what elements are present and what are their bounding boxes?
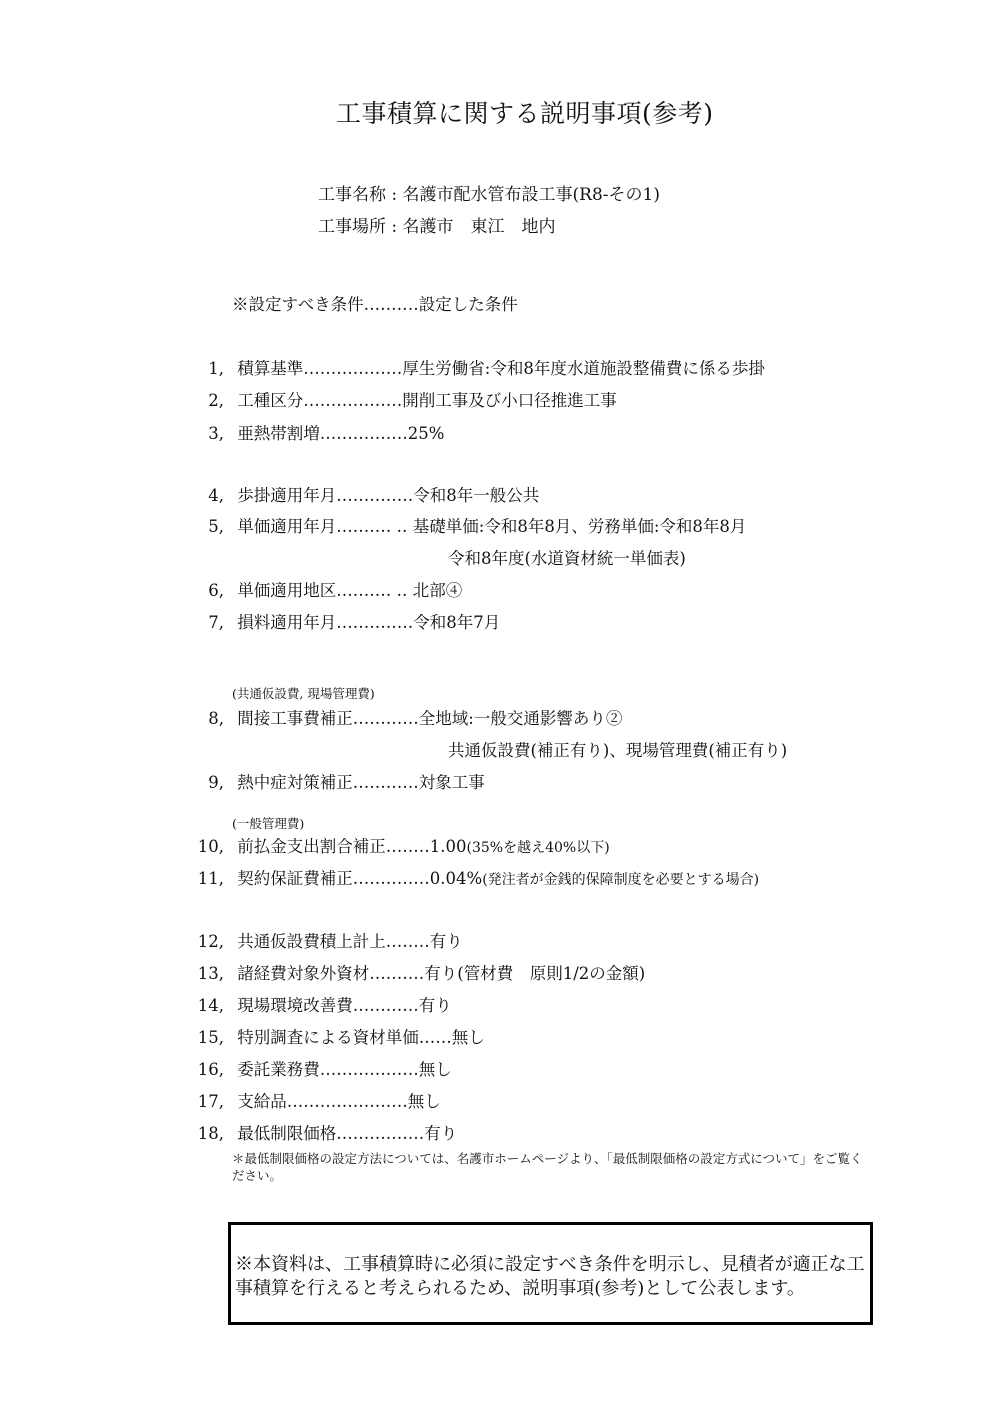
item-row [190, 836, 610, 859]
item-number: 5, [208, 517, 224, 536]
item-text: 支給品‥‥‥‥‥‥‥‥‥‥‥無し [237, 1092, 441, 1111]
item-text: 共通仮設費積上計上‥‥‥‥有り [237, 932, 463, 951]
item-row [198, 708, 622, 730]
page-title: 工事積算に関する説明事項(参考) [336, 99, 714, 128]
project-name-value: 名護市配水管布設工事(R8-その1) [402, 185, 660, 205]
item-text: 単価適用地区‥‥‥‥‥ ‥ 北部④ [237, 581, 463, 600]
item-number: 4, [208, 486, 224, 505]
item-row [190, 1059, 452, 1081]
item-text: 損料適用年月‥‥‥‥‥‥‥令和8年7月 [237, 613, 501, 632]
item-row [190, 1027, 485, 1049]
item-number: 14, [197, 996, 224, 1015]
item-number: 2, [208, 391, 224, 410]
item-number: 13, [197, 964, 224, 983]
item-row [190, 1123, 457, 1145]
item-number: 6, [208, 581, 224, 600]
item-number: 7, [208, 613, 224, 632]
item-text: 前払金支出割合補正‥‥‥‥1.00 [237, 837, 467, 856]
item-row [198, 580, 462, 602]
item-number: 11, [197, 869, 224, 888]
legend-line: ※設定すべき条件‥‥‥‥‥設定した条件 [232, 295, 518, 314]
item-text: 単価適用年月‥‥‥‥‥ ‥ 基礎単価:令和8年8月、労務単価:令和8年8月 [237, 517, 747, 536]
item-row [190, 1091, 441, 1113]
item-number: 3, [208, 424, 224, 443]
item-number: 8, [208, 709, 224, 728]
item-row [198, 516, 746, 538]
item-row [198, 485, 539, 507]
item-number: 18, [197, 1124, 224, 1143]
item-text: 亜熱帯割増‥‥‥‥‥‥‥‥25% [237, 424, 445, 443]
item-row [190, 995, 452, 1017]
project-place-label: 工事場所 : [318, 217, 403, 237]
min-price-note: ＊最低制限価格の設定方法については、名護市ホームページより、「最低制限価格の設定方式について」をご覧ください。 [232, 1151, 863, 1183]
item-number: 17, [197, 1092, 224, 1111]
item-number: 10, [197, 837, 224, 856]
item-row [198, 612, 500, 634]
item-row [198, 423, 444, 445]
project-name [318, 180, 660, 205]
item-text: 諸経費対象外資材‥‥‥‥‥有り(管材費 原則1/2の金額) [237, 964, 646, 983]
item-text: 現場環境改善費‥‥‥‥‥‥有り [237, 996, 452, 1015]
item-row [190, 963, 645, 985]
item-row [198, 390, 617, 412]
item-number: 12, [197, 932, 224, 951]
item-number: 16, [197, 1060, 224, 1079]
group-label-general: (一般管理費) [232, 816, 305, 831]
item-text: 熱中症対策補正‥‥‥‥‥‥対象工事 [237, 773, 485, 792]
item-subnote: (35%を越え40%以下) [466, 840, 610, 856]
item-subnote: (発注者が金銭的保障制度を必要とする場合) [482, 872, 760, 888]
notice-text: ※本資料は、工事積算時に必須に設定すべき条件を明示し、見積者が適正な工事積算を行えると考えられるため、説明事項(参考)として公表します。 [235, 1254, 865, 1299]
project-place [318, 212, 556, 237]
item-text: 間接工事費補正‥‥‥‥‥‥全地域:一般交通影響あり② [237, 709, 623, 728]
item-number: 9, [208, 773, 224, 792]
item-row [190, 868, 759, 891]
item-number: 1, [208, 359, 224, 378]
item-text: 積算基準‥‥‥‥‥‥‥‥‥厚生労働省:令和8年度水道施設整備費に係る歩掛 [237, 359, 765, 378]
item-text: 委託業務費‥‥‥‥‥‥‥‥‥無し [237, 1060, 452, 1079]
item-text: 歩掛適用年月‥‥‥‥‥‥‥令和8年一般公共 [237, 486, 540, 505]
project-place-value: 名護市 東江 地内 [402, 217, 556, 237]
notice-box [228, 1222, 873, 1325]
item-continuation: 共通仮設費(補正有り)、現場管理費(補正有り) [448, 741, 788, 760]
group-label-common: (共通仮設費, 現場管理費) [232, 686, 375, 701]
item-number: 15, [197, 1028, 224, 1047]
project-name-label: 工事名称 : [318, 185, 403, 205]
item-text: 工種区分‥‥‥‥‥‥‥‥‥開削工事及び小口径推進工事 [237, 391, 617, 410]
item-text: 最低制限価格‥‥‥‥‥‥‥‥有り [237, 1124, 458, 1143]
item-row [190, 931, 463, 953]
item-text: 契約保証費補正‥‥‥‥‥‥‥0.04% [237, 869, 483, 888]
item-row [198, 772, 485, 794]
item-row [198, 358, 765, 380]
item-text: 特別調査による資材単価‥‥‥無し [237, 1028, 485, 1047]
item-continuation: 令和8年度(水道資材統一単価表) [448, 549, 686, 568]
